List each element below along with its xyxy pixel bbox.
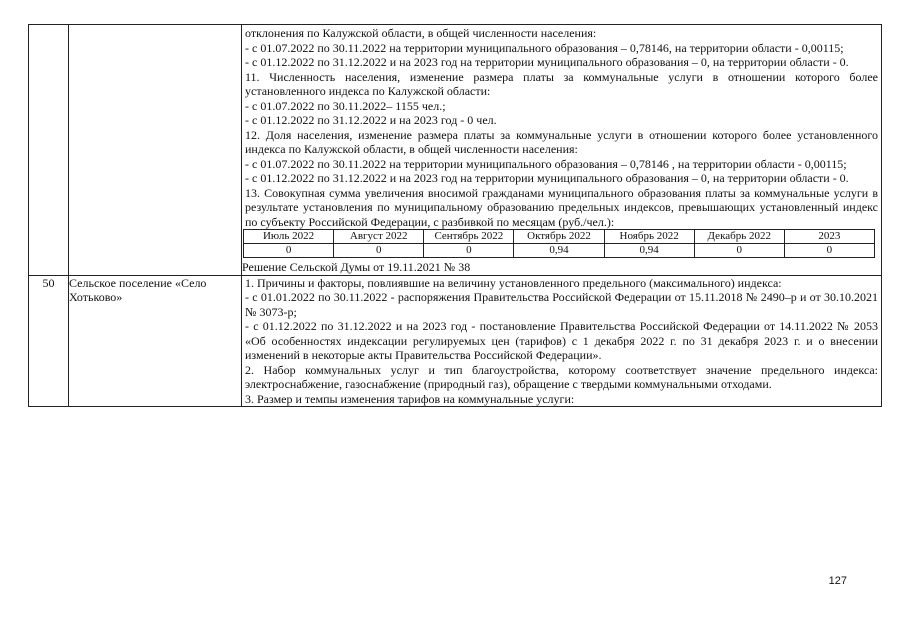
paragraph: - с 01.07.2022 по 30.11.2022 на территории муниципального образования – 0,78146 , на территории области - 0,00115; bbox=[245, 156, 847, 171]
month-value: 0 bbox=[244, 244, 334, 258]
paragraph: 1. Причины и факторы, повлиявшие на величину установленного предельного (максимального) индекса: bbox=[245, 275, 782, 290]
paragraph: 12. Доля населения, изменение размера платы за коммунальные услуги в отношении которого более установленного индекса по Калужской области, в общей численности населения: bbox=[245, 127, 878, 156]
month-value: 0 bbox=[424, 244, 514, 258]
document-page bbox=[28, 24, 881, 407]
table-row-continued bbox=[29, 25, 882, 276]
month-header: Июль 2022 bbox=[244, 230, 334, 244]
row-number-cell: 50 bbox=[29, 275, 69, 407]
details-cell bbox=[242, 25, 882, 276]
council-decision: Решение Сельской Думы от 19.11.2021 № 38 bbox=[242, 260, 471, 274]
row-number-cell bbox=[29, 25, 69, 276]
municipality-cell: Сельское поселение «Село Хотьково» bbox=[69, 275, 242, 407]
paragraph: 3. Размер и темпы изменения тарифов на коммунальные услуги: bbox=[245, 391, 575, 406]
month-value: 0 bbox=[334, 244, 424, 258]
months-values-row bbox=[244, 244, 875, 258]
month-value: 0,94 bbox=[604, 244, 694, 258]
month-value: 0 bbox=[694, 244, 784, 258]
page-number: 127 bbox=[828, 575, 847, 587]
month-header: Декабрь 2022 bbox=[694, 230, 784, 244]
paragraph: - с 01.07.2022 по 30.11.2022– 1155 чел.; bbox=[245, 98, 446, 113]
indices-table bbox=[28, 24, 882, 407]
paragraph: - с 01.12.2022 по 31.12.2022 и на 2023 год на территории муниципального образования – 0, на территории области - 0. bbox=[245, 171, 849, 185]
month-header: Октябрь 2022 bbox=[514, 230, 604, 244]
details-cell bbox=[242, 275, 882, 407]
month-value: 0,94 bbox=[514, 244, 604, 258]
paragraph: отклонения по Калужской области, в общей численности населения: bbox=[245, 26, 597, 40]
paragraph: 11. Численность населения, изменение размера платы за коммунальные услуги в отношении которого более установленного индекса по Калужской области: bbox=[245, 69, 878, 98]
month-header: Август 2022 bbox=[334, 230, 424, 244]
months-header-row bbox=[244, 230, 875, 244]
paragraph: 13. Совокупная сумма увеличения вносимой гражданами муниципального образования платы за коммунальные услуги в результате установления по муниципальному образованию предельных индексов, превышающих установленный индекс по субъекту Российской Федерации, с разбивкой по месяцам (руб./чел.): bbox=[245, 185, 878, 229]
paragraph: - с 01.12.2022 по 31.12.2022 и на 2023 год - 0 чел. bbox=[245, 113, 497, 127]
paragraph: - с 01.01.2022 по 30.11.2022 - распоряжения Правительства Российской Федерации от 15.11.2018 № 2490–р и от 30.10.2021 № 3073-р; bbox=[245, 290, 878, 319]
municipality-cell bbox=[69, 25, 242, 276]
monthly-increase-table bbox=[243, 229, 875, 258]
month-header: 2023 bbox=[784, 230, 874, 244]
table-row-50 bbox=[29, 275, 882, 407]
paragraph: - с 01.07.2022 по 30.11.2022 на территории муниципального образования – 0,78146, на территории области - 0,00115; bbox=[245, 40, 844, 55]
paragraph: - с 01.12.2022 по 31.12.2022 и на 2023 год на территории муниципального образования – 0, на территории области - 0. bbox=[245, 55, 849, 69]
month-header: Ноябрь 2022 bbox=[604, 230, 694, 244]
paragraph: 2. Набор коммунальных услуг и тип благоустройства, которому соответствует значение предельного индекса: электроснабжение, газоснабжение (природный газ), обращение с твердыми коммунальными отходами. bbox=[245, 362, 878, 391]
month-value: 0 bbox=[784, 244, 874, 258]
month-header: Сентябрь 2022 bbox=[424, 230, 514, 244]
paragraph: - с 01.12.2022 по 31.12.2022 и на 2023 год - постановление Правительства Российской Федерации от 14.11.2022 № 2053 «Об особенностях индексации регулируемых цен (тарифов) с 1 декабря 2022 г. по 31 декабря 2023 г. и о внесении изменений в некоторые акты Правительства Российской Федерации». bbox=[245, 319, 878, 362]
